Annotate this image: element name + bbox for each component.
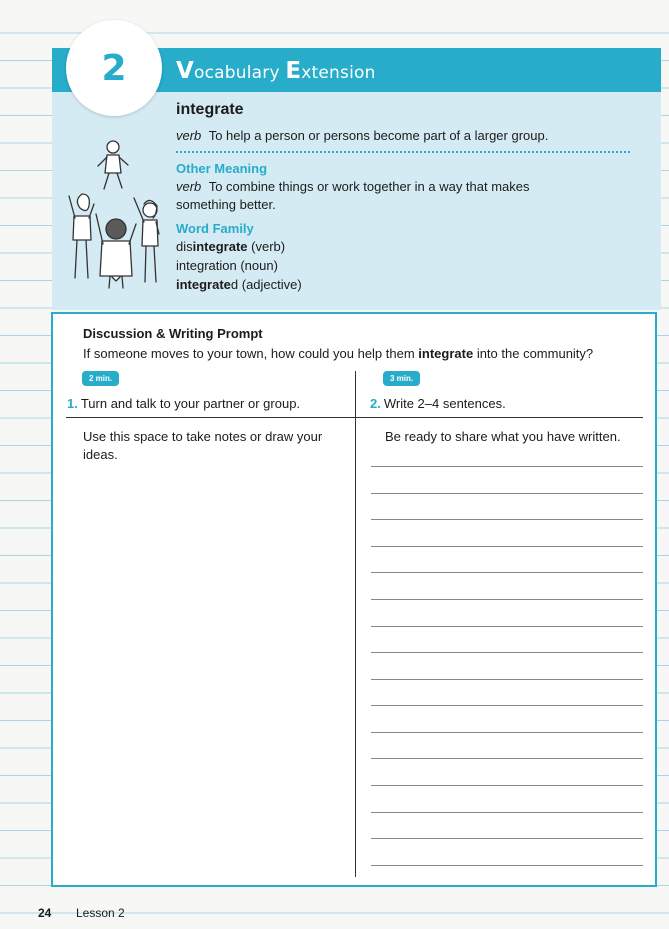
other-meaning-text: verb To combine things or work together in a way that makes something better.: [176, 179, 530, 212]
writing-line[interactable]: [371, 679, 643, 680]
writing-instruction: Be ready to share what you have written.: [385, 429, 621, 444]
writing-line[interactable]: [371, 466, 643, 467]
writing-line[interactable]: [371, 599, 643, 600]
lesson-number-badge: 2: [66, 20, 162, 116]
writing-line[interactable]: [371, 758, 643, 759]
writing-line[interactable]: [371, 572, 643, 573]
people-illustration: [60, 134, 170, 294]
vocabulary-word: integrate: [176, 101, 244, 118]
writing-line[interactable]: [371, 493, 643, 494]
column-divider: [355, 371, 356, 877]
word-family-item: disintegrate (verb): [176, 239, 286, 254]
word-definition: verb To help a person or persons become part of a larger group.: [176, 128, 549, 143]
writing-line[interactable]: [371, 865, 643, 866]
prompt-title: Discussion & Writing Prompt: [83, 326, 263, 341]
step-two: 2. Write 2–4 sentences.: [370, 396, 506, 411]
page-number: 24: [38, 906, 52, 920]
writing-line[interactable]: [371, 732, 643, 733]
word-family-item: integrated (adjective): [176, 277, 302, 292]
writing-line[interactable]: [371, 519, 643, 520]
timer-badge-left: 2 min.: [82, 371, 119, 386]
word-family-item: integration (noun): [176, 258, 278, 273]
notes-area[interactable]: Use this space to take notes or draw your ideas.: [83, 429, 323, 462]
timer-badge-right: 3 min.: [383, 371, 420, 386]
prompt-question: If someone moves to your town, how could you help them integrate into the community?: [83, 346, 594, 361]
writing-line[interactable]: [371, 626, 643, 627]
writing-line[interactable]: [371, 546, 643, 547]
lesson-label: Lesson 2: [76, 906, 125, 920]
dotted-divider: [176, 151, 630, 153]
other-meaning-heading: Other Meaning: [176, 161, 268, 176]
word-family-heading: Word Family: [176, 221, 254, 236]
writing-line[interactable]: [371, 812, 643, 813]
writing-line[interactable]: [371, 838, 643, 839]
writing-line[interactable]: [371, 785, 643, 786]
step-one: 1. Turn and talk to your partner or group.: [67, 396, 301, 411]
writing-line[interactable]: [371, 652, 643, 653]
writing-line[interactable]: [371, 705, 643, 706]
section-title: Vocabulary Extension: [176, 58, 376, 84]
